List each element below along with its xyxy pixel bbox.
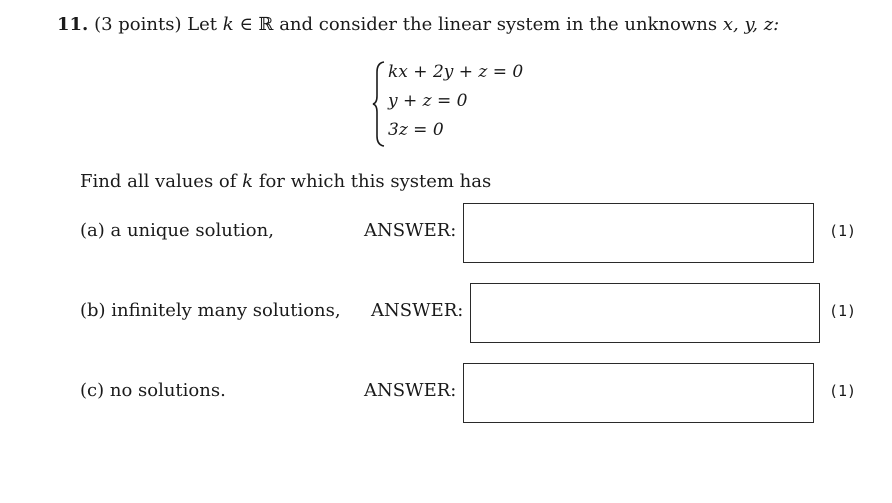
part-a-answer-label: ANSWER: <box>364 220 457 241</box>
question-intro-pre: Let <box>187 14 218 35</box>
equation-2: y + z = 0 <box>388 91 468 111</box>
part-b-answer-box[interactable] <box>470 283 820 343</box>
part-c-label: (c) no solutions. <box>80 380 226 401</box>
question-k: k <box>222 14 234 35</box>
question-header <box>57 14 779 35</box>
equation-1: kx + 2y + z = 0 <box>388 62 524 82</box>
equation-3: 3z = 0 <box>388 120 444 140</box>
part-c-answer-box[interactable] <box>463 363 814 423</box>
part-a-answer-box[interactable] <box>463 203 814 263</box>
prompt-post: for which this system has <box>258 171 492 192</box>
question-in-r: ∈ ℝ <box>239 14 274 35</box>
question-intro-post: and consider the linear system in the unknowns <box>279 14 718 35</box>
part-a-points: (1) <box>829 222 857 240</box>
prompt-pre: Find all values of <box>80 171 237 192</box>
part-b-answer-label: ANSWER: <box>371 300 464 321</box>
part-c-answer-label: ANSWER: <box>364 380 457 401</box>
question-number: 11. <box>57 14 89 35</box>
prompt-text <box>80 171 491 192</box>
question-unknowns: x, y, z: <box>722 14 780 35</box>
part-a-label: (a) a unique solution, <box>80 220 274 241</box>
prompt-k: k <box>242 171 254 192</box>
part-b-points: (1) <box>829 302 857 320</box>
part-b-label: (b) infinitely many solutions, <box>80 300 341 321</box>
linear-system <box>372 60 542 148</box>
left-brace-icon <box>372 60 386 148</box>
part-c-points: (1) <box>829 382 857 400</box>
question-points: (3 points) <box>94 14 182 35</box>
